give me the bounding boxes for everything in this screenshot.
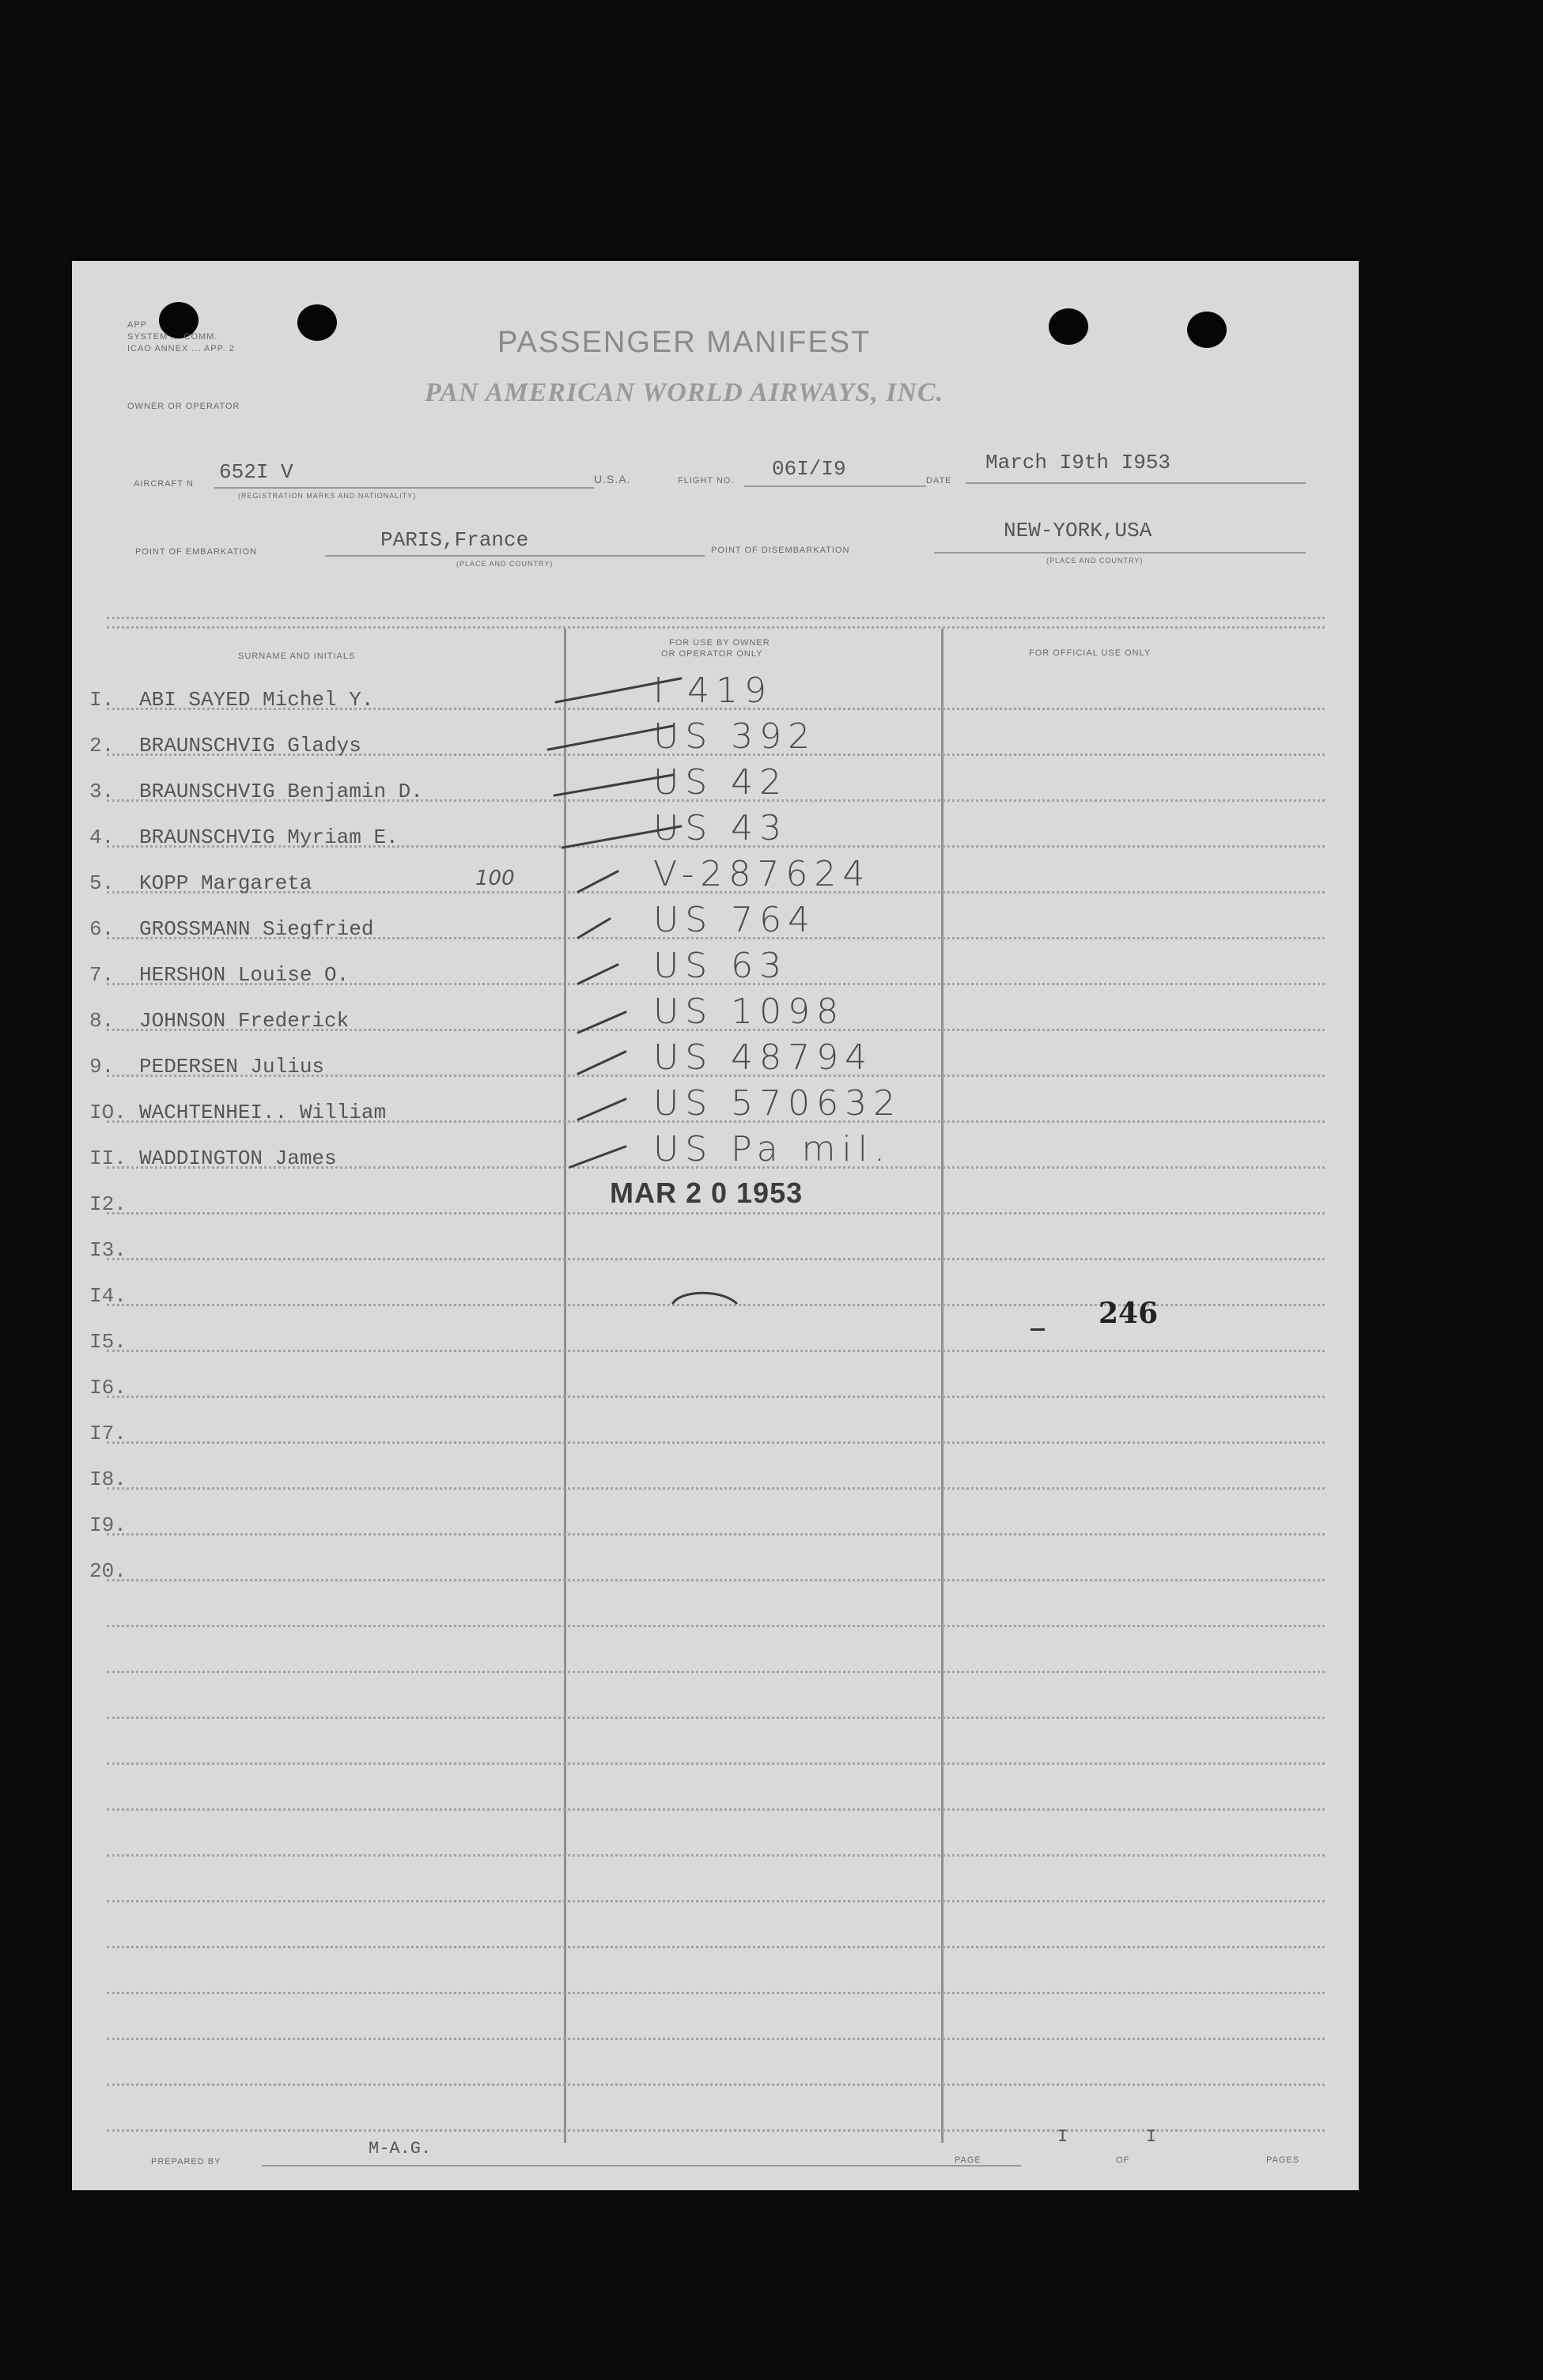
operator-note: US 1098 [653,992,845,1032]
row-number: I2. [89,1192,127,1216]
manifest-sheet [72,261,1359,2190]
aircraft-value: 652I V [219,460,293,484]
of-label: OF [1116,2155,1130,2165]
operator-note: US 570632 [653,1083,902,1124]
date-label: DATE [926,476,952,485]
passenger-name: BRAUNSCHVIG Benjamin D. [139,780,423,803]
flight-value: 06I/I9 [772,457,846,481]
form-ref-line2: SYSTEM ... COMM. [127,332,218,342]
form-ref-line1: APP [127,320,148,330]
passenger-name: KOPP Margareta [139,871,312,895]
row-number: 3. [89,780,115,803]
row-number: I9. [89,1513,127,1537]
operator-note: I 419 [653,671,773,711]
operator-note: US 63 [653,946,789,986]
disembarkation-value: NEW-YORK,USA [1004,519,1152,542]
row-number: 7. [89,963,115,987]
passenger-name: BRAUNSCHVIG Myriam E. [139,825,399,849]
row-number: 5. [89,871,115,895]
passenger-name: BRAUNSCHVIG Gladys [139,734,361,757]
passenger-name: GROSSMANN Siegfried [139,917,374,941]
operator-note: US 392 [653,716,817,757]
row-number: 4. [89,825,115,849]
row-number: IO. [89,1101,127,1124]
operator-note: US 764 [653,900,817,940]
operator-note: US 42 [653,762,789,803]
page-label: PAGE [955,2155,981,2165]
page-number: I [1057,2127,1068,2147]
aircraft-sublabel: (REGISTRATION MARKS AND NATIONALITY) [238,492,417,500]
nationality-label: U.S.A. [594,473,631,485]
operator-note: V-287624 [653,854,872,894]
column-header-name: SURNAME AND INITIALS [238,652,356,661]
disembarkation-label: POINT OF DISEMBARKATION [711,546,850,555]
embarkation-sublabel: (PLACE AND COUNTRY) [456,560,554,568]
passenger-name: ABI SAYED Michel Y. [139,688,374,712]
form-ref-line3: ICAO ANNEX ... APP. 2 [127,344,235,353]
row-number: I4. [89,1284,127,1308]
row-number: 9. [89,1055,115,1079]
pages-label: PAGES [1266,2155,1300,2165]
row-number: I5. [89,1330,127,1354]
total-pages: I [1146,2127,1157,2147]
row-number: II. [89,1147,127,1170]
passenger-name: JOHNSON Frederick [139,1009,350,1033]
row-number: I7. [89,1422,127,1445]
handwritten-marks [72,261,1359,2190]
passenger-extra-note: 100 [475,867,515,890]
row-number: I6. [89,1376,127,1400]
official-number: 246 [1099,1297,1159,1330]
row-number: I. [89,688,115,712]
column-header-official: FOR OFFICIAL USE ONLY [1029,648,1152,658]
row-number: 6. [89,917,115,941]
embarkation-label: POINT OF EMBARKATION [135,547,258,557]
row-number: I8. [89,1468,127,1491]
prepared-by-value: M-A.G. [369,2139,432,2159]
row-number: 2. [89,734,115,757]
passenger-name: PEDERSEN Julius [139,1055,325,1079]
airline-name: PAN AMERICAN WORLD AIRWAYS, INC. [425,378,944,407]
passenger-name: WADDINGTON James [139,1147,337,1170]
disembarkation-sublabel: (PLACE AND COUNTRY) [1046,557,1144,565]
date-value: March I9th I953 [985,451,1171,474]
column-header-operator-1: FOR USE BY OWNER [669,638,770,648]
operator-note: US 43 [653,808,789,848]
aircraft-label: AIRCRAFT N [134,479,194,489]
passenger-name: WACHTENHEI.. William [139,1101,387,1124]
row-number: 20. [89,1559,127,1583]
operator-note: US 48794 [653,1037,874,1078]
prepared-by-label: PREPARED BY [151,2157,221,2167]
row-number: 8. [89,1009,115,1033]
column-header-operator-2: OR OPERATOR ONLY [661,649,763,659]
embarkation-value: PARIS,France [380,528,529,552]
received-date-stamp: MAR 2 0 1953 [610,1177,804,1209]
flight-label: FLIGHT NO. [678,476,735,485]
document-title: PASSENGER MANIFEST [497,326,872,359]
passenger-name: HERSHON Louise O. [139,963,350,987]
owner-label: OWNER OR OPERATOR [127,402,240,411]
row-number: I3. [89,1238,127,1262]
operator-note: US Pa mil. [653,1129,891,1169]
